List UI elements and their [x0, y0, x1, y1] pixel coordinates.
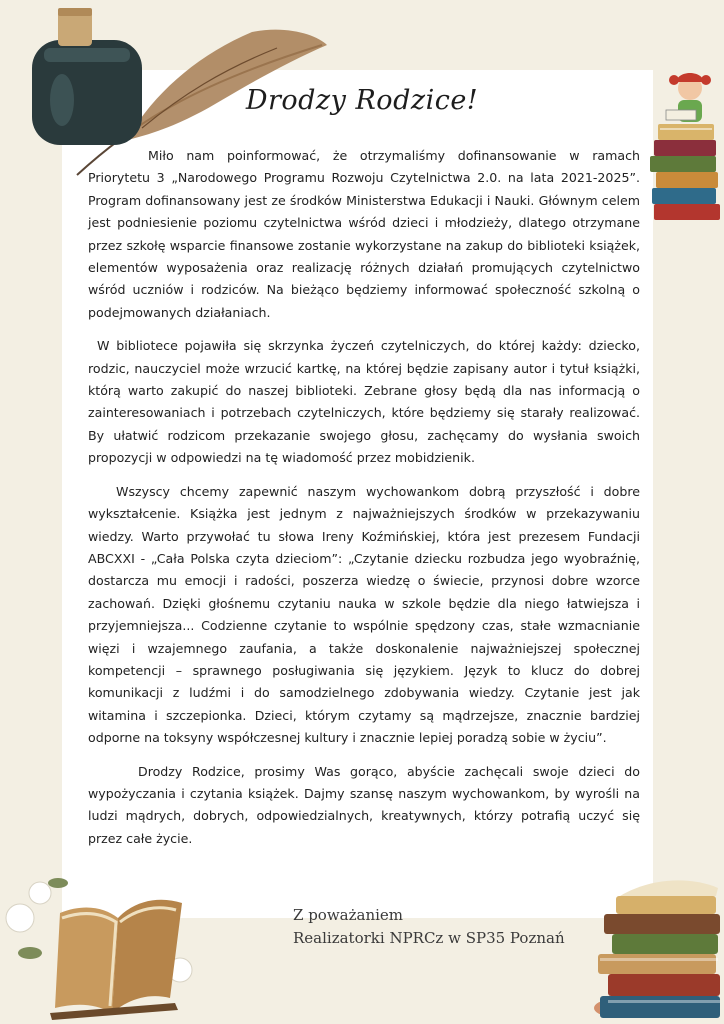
open-book-flowers-icon [0, 858, 210, 1024]
letter-title: Drodzy Rodzice! [245, 85, 479, 116]
book-stack-icon [590, 858, 724, 1024]
paragraph-wish-box: W bibliotece pojawiła się skrzynka życzeń czytelniczych, do której każdy: dziecko, rodzic, nauczyciel może wrzucić kartkę, na której będzie zapisany autor i tytuł książki, którą warto zakupić do naszej biblioteki. Zebrane głosy będą dla nas informacją o zainteresowaniach i potrzebach czytelniczych, które będziemy się starały realizować. By ułatwić rodzicom przekazanie swojego głosu, zachęcamy do wysłania swoich propozycji w odpowiedzi na tę wiadomość przez mobidzienik. [88, 338, 640, 466]
letter-body [88, 145, 640, 861]
paragraph-reading-quote: Wszyscy chcemy zapewnić naszym wychowankom dobrą przyszłość i dobre wykształcenie. Książka jest jednym z najważniejszych środków w przekazywaniu wiedzy. Warto przywołać tu słowa Ireny Koźmińskiej, która jest prezesem Fundacji ABCXXI - „Cała Polska czyta dzieciom”: „Czytanie dziecku rozbudza jego wyobraźnię, dostarcza mu emocji i radości, poszerza wiedzę o świecie, przynosi dobre wzorce zachowań. Dzięki głośnemu czytaniu nauka w szkole będzie dla niego łatwiejsza i przyjemniejsza... Codzienne czytanie to wspólnie spędzony czas, stałe wzmacnianie więzi i wzajemnego zaufania, a także doskonalenie najważniejszej społecznej kompetencji – sprawnego posługiwania się językiem. Język to klucz do dobrej komunikacji z ludźmi i do samodzielnego zdobywania wiedzy. Czytanie jest jak witamina i szczepionka. Dzieci, którym czytamy są mądrzejsze, znacznie bardziej odporne na toksyny współczesnej kultury i znacznie lepiej poradzą sobie w życiu”. [88, 483, 640, 746]
paragraph-appeal: Drodzy Rodzice, prosimy Was gorąco, abyście zachęcali swoje dzieci do wypożyczania i czytania książek. Dajmy szansę naszym wychowankom, by wyrośli na ludzi mądrych, dobrych, odpowiedzialnych, kreatywnych, którzy potrafią uczyć się przez całe życie. [88, 763, 640, 846]
paragraph-funding: Miło nam poinformować, że otrzymaliśmy dofinansowanie w ramach Priorytetu 3 „Narodowego Programu Rozwoju Czytelnictwa 2.0. na lata 2021-2025”. Program dofinansowany jest ze środków Ministerstwa Edukacji i Nauki. Głównym celem jest podniesienie poziomu czytelnictwa wśród dzieci i młodzieży, dlatego otrzymane przez szkołę wsparcie finansowe zostanie wykorzystane na zakup do biblioteki książek, elementów wyposażenia oraz realizację różnych działań promujących czytelnictwo wśród uczniów i rodziców. Na bieżąco będziemy informować społeczność szkolną o podejmowanych działaniach. [88, 148, 640, 320]
signature-authors: Realizatorki NPRCz w SP35 Poznań [293, 929, 565, 947]
signature-greeting: Z poważaniem [293, 906, 404, 924]
signature [293, 904, 565, 950]
